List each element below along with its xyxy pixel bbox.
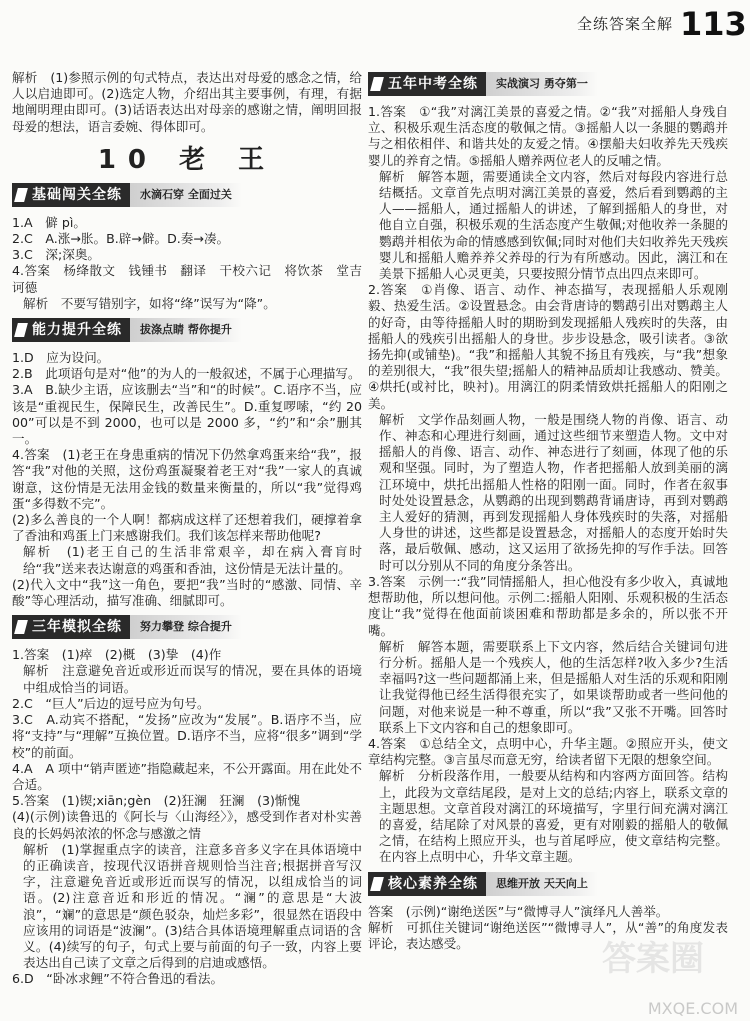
analysis-item: 解析 解答本题，需要通读全文内容，然后对每段内容进行总结概括。文章首先点明对漓江美景的喜爱，然后看到鹦鹉的主人——摇船人，通过摇船人的讲述，了解到摇船人的身世，对他自立自强，积极乐观的生活态度产生敬佩;对他收养一条腿的鹦鹉并相依为命的情感感到钦佩;同时对他们夫妇收养先天残疾婴儿和摇船人赡养养父养母的行为有所感动。因此，漓江和在美景下摇船人心灵更美，只要按照分情节点出四点来即可。 xyxy=(379,168,728,282)
answer-item: 4.答案 (1)老王在身患重病的情况下仍然拿鸡蛋来给“我”，报答“我”对他的关照，这份鸡蛋凝聚着老王对“我”一家人的真诚谢意，这份情是无法用金钱的数量来衡量的，所以“我”觉得鸡蛋“多得数不完”。 xyxy=(12,447,362,511)
section-title: 基础闯关全练 xyxy=(12,183,130,207)
section-subtitle: 努力攀登 综合提升 xyxy=(130,615,242,639)
section-header xyxy=(368,72,728,96)
left-column xyxy=(12,70,362,988)
section-title: 核心素养全练 xyxy=(368,872,486,896)
page-header xyxy=(0,0,750,58)
lesson-title: 10 老 王 xyxy=(97,144,277,175)
section-subtitle: 拔涤点睛 帮你提升 xyxy=(130,318,242,342)
section-title: 三年模拟全练 xyxy=(12,615,130,639)
section-subtitle: 思维开放 天天向上 xyxy=(486,872,598,896)
analysis-item: 解析 (1)掌握重点字的读音，注意多音多义字在具体语境中的正确读音，按现代汉语拼音规则恰当注音;根据拼音写汉字，注意避免音近或形近而误写的情况，以组成恰当的词语。(2)注意音近和形近的情况。“澜”的意思是“大波浪”，“斓”的意思是“颜色驳杂，灿烂多彩”，很显然在语段中应该用的词语是“波澜”。(3)结合具体语境理解重点词语的含义。(4)续写的句子，句式上要与前面的句子一致，内容上要表达出自己读了文章之后得到的启迪或感悟。 xyxy=(23,841,362,971)
answer-item: 3.C A.动宾不搭配，“发扬”应改为“发展”。B.语序不当，应将“支持”与“理解”互换位置。D.语序不当，应将“很多”调到“学校”的前面。 xyxy=(12,712,362,760)
analysis-item: (2)代入文中“我”这一角色，要把“我”当时的“感激、同情、辛酸”等心理活动，描写准确、细腻即可。 xyxy=(12,576,362,609)
section-header xyxy=(368,872,728,896)
section-header xyxy=(12,318,362,342)
answer-item: 1.D 应为设问。 xyxy=(12,350,110,366)
analysis-item: 解析 文学作品刻画人物，一般是围绕人物的肖像、语言、动作、神态和心理进行刻画，通过这些细节来塑造人物。文中对摇船人的肖像、语言、动作、神态进行了刻画，体现了他的乐观和坚强。同时，为了塑造人物，作者把摇船人放到美丽的漓江环境中，烘托出摇船人性格的阳刚一面。同时，作者在叙事时处处设置悬念，从鹦鹉的出现到鹦鹉背诵唐诗，再到对鹦鹉主人爱好的猜测，再到发现摇船人身体残疾时的失落，对摇船人身世的讲述，这些都是设置悬念，对摇船人的态度开始时失落，最后敬佩、感动，这又运用了欲扬先抑的写作手法。回答时可以分别从不同的角度分条答出。 xyxy=(379,411,728,573)
watermark-logo: 答案圈 xyxy=(602,939,704,979)
answer-item: 4.答案 杨绛散文 钱锺书 翻译 干校六记 将饮茶 堂吉诃德 xyxy=(12,263,362,295)
analysis-item: 解析 分析段落作用，一般要从结构和内容两方面回答。结构上，此段为文章结尾段，是对上文的总结;内容上，联系文章的主题思想。文章首段对漓江的环境描写，字里行间充满对漓江的喜爱，结尾除了对风景的喜爱，更有对刚毅的摇船人的敬佩之情，在结构上照应开头，也与首尾呼应，使文章结构完整。在内容上点明中心，升华文章主题。 xyxy=(379,768,728,865)
analysis-item: 解析 不要写错别字，如将“绛”误写为“降”。 xyxy=(23,295,276,311)
section-title: 能力提升全练 xyxy=(12,318,130,342)
section-header xyxy=(12,183,362,207)
answer-item: 1.答案 (1)瘁 (2)概 (3)挚 (4)作 xyxy=(12,647,222,663)
answer-item: 答案 (示例)“谢绝送医”与“微博寻人”演绎凡人善举。 xyxy=(368,903,669,919)
section-subtitle: 实战演习 勇夺第一 xyxy=(486,72,598,96)
analysis-item: 解析 注意避免音近或形近而误写的情况，要在具体的语境中组成恰当的词语。 xyxy=(23,663,362,695)
answer-item: 2.答案 ①肖像、语言、动作、神态描写，表现摇船人乐观刚毅、热爱生活。②设置悬念。由会背唐诗的鹦鹉引出对鹦鹉主人的好奇，由等待摇船人时的期盼到发现摇船人残疾时的失落，由摇船人的残疾引出摇船人的身世。步步设悬念，吸引读者。③欲扬先抑(或铺垫)。“我”和摇船人其貌不扬且有残疾，与“我”想象的差别很大，“我”很失望;摇船人的精神品质却让我感动、赞美。④烘托(或衬比，映衬)。用漓江的阴柔情致烘托摇船人的阳刚之美。 xyxy=(368,282,728,411)
answer-item: (4)(示例)读鲁迅的《阿长与〈山海经〉》，感受到作者对朴实善良的长妈妈浓浓的怀念与感激之情 xyxy=(12,809,362,841)
section-header xyxy=(12,615,362,639)
header-title: 全练答案全解 xyxy=(577,15,674,33)
answer-item: (2)多么善良的一个人啊！都病成这样了还想着我们，硬撑着拿了香油和鸡蛋上门来感谢我们。我们该怎样来帮助他呢? xyxy=(12,512,362,544)
answer-item: 3.C 深;深奥。 xyxy=(12,247,101,263)
answer-item: 3.A B.缺少主语，应该删去“当”和“的时候”。C.语序不当，应该是“重视民生，保障民生，改善民生”。D.重复啰嗦，“约 2000”可以是不到 2000，也可以是 2000 多，“约”和“余”删其一。 xyxy=(12,382,362,447)
answer-item: 6.D “卧冰求鲤”不符合鲁迅的看法。 xyxy=(12,971,224,987)
answer-item: 1.A 僻 pì。 xyxy=(12,214,86,230)
answer-item: 2.B 此项语句是对“他”的为人的一般叙述，不属于心理描写。 xyxy=(12,366,361,382)
answer-item: 2.C A.涨→胀。B.辟→僻。D.奏→凑。 xyxy=(12,231,230,247)
right-column xyxy=(368,70,728,952)
answer-item: 4.A A 项中“销声匿迹”指隐藏起来，不公开露面。用在此处不合适。 xyxy=(12,760,362,792)
answer-item: 4.答案 ①总结全文，点明中心，升华主题。②照应开头，使文章结构完整。③言虽尽而意无穷，给读者留下无限的想象空间。 xyxy=(368,735,728,768)
watermark-url: MXQE.COM xyxy=(647,998,738,1018)
section-subtitle: 水滴石穿 全面过关 xyxy=(130,183,242,207)
analysis-item: 解析 解答本题，需要联系上下文内容，然后结合关键词句进行分析。摇船人是一个残疾人，他的生活怎样?收入多少?生活幸福吗?这一些问题都涌上来，但是摇船人对生活的乐观和阳刚让我觉得他已经生活得很充实了，如果谈帮助或者一些问他的问题，对他来说是一种不尊重，所以“我”又张不开嘴。回答时联系上下文内容和自己的想象即可。 xyxy=(379,638,728,735)
section-title: 五年中考全练 xyxy=(368,72,486,96)
answer-item: 1.答案 ①“我”对漓江美景的喜爱之情。②“我”对摇船人身残自立、积极乐观生活态度的敬佩之情。③摇船人以一条腿的鹦鹉并与之相依相伴、和谐共处的友爱之情。④摆船夫妇收养先天残疾婴儿的养育之情。⑤摇船人赠养两位老人的反哺之情。 xyxy=(368,104,728,168)
answer-item: 2.C “巨人”后边的逗号应为句号。 xyxy=(12,695,210,711)
intro-analysis: 解析 (1)参照示例的句式特点，表达出对母爱的感念之情，给人以启迪即可。(2)选定人物，介绍出其主要事例，有理，有据地阐明理由即可。(3)话语表达出对母亲的感谢之情，阐明回报母爱的想法，语言委婉、得体即可。 xyxy=(12,70,362,134)
analysis-item: 解析 (1)老王自己的生活非常艰辛，却在病入膏肓时给“我”送来表达谢意的鸡蛋和香油，这份情是无法计量的。 xyxy=(23,544,362,576)
analysis-item: 解析 可抓住关键词“谢绝送医”“微博寻人”，从“善”的角度发表评论，表达感受。 xyxy=(368,919,728,951)
page-number: 113 xyxy=(680,5,747,43)
answer-item: 3.答案 示例一:“我”同情摇船人，担心他没有多少收入，真诚地想帮助他，所以想问他。示例二:摇船人阳刚、乐观积极的生活态度让“我”觉得在他面前谈困难和帮助都是多余的，所以张不开嘴。 xyxy=(368,573,728,638)
answer-item: 5.答案 (1)锲;xiān;gèn (2)狂澜 狂澜 (3)惭愧 xyxy=(12,793,301,809)
